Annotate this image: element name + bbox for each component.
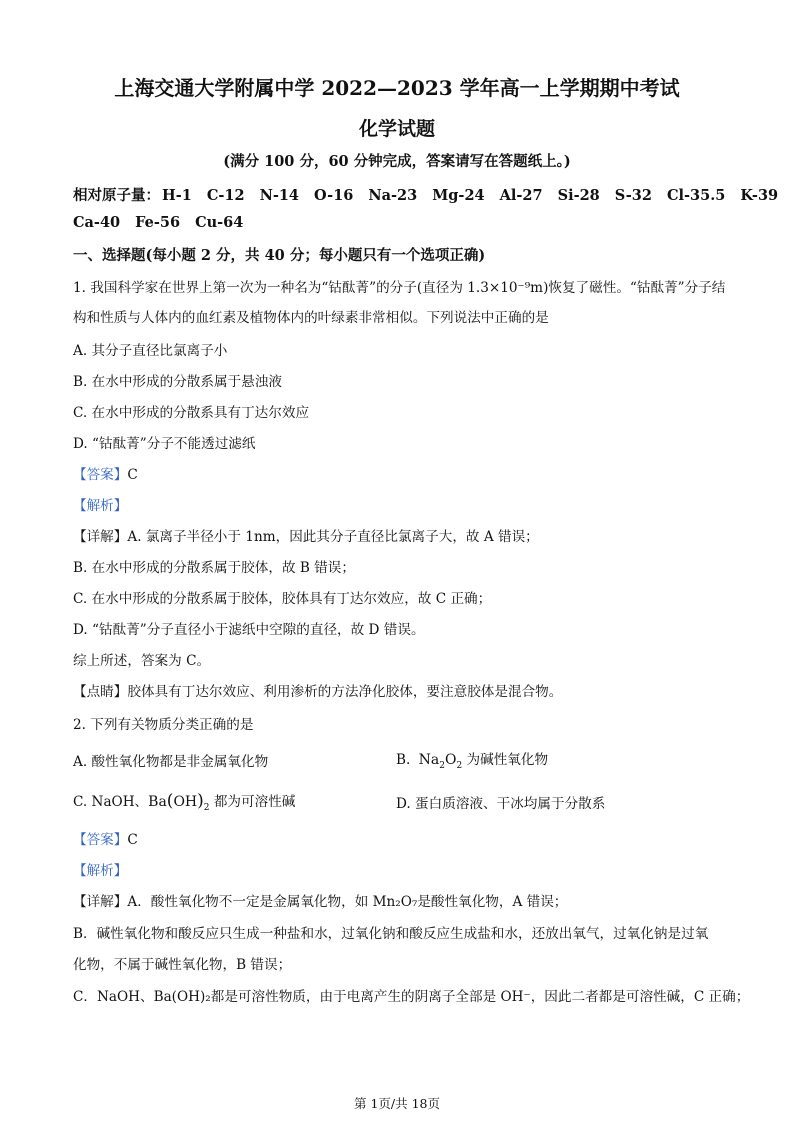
q2-answer: 【答案】C [73, 832, 138, 848]
q2-detail-b-line1: B．碱性氧化物和酸反应只生成一种盐和水，过氧化钠和酸反应生成盐和水，还放出氧气，过氧化钠是过氧 [73, 926, 709, 942]
subject-title: 化学试题 [358, 118, 435, 140]
q1-tip: 【点睛】胶体具有丁达尔效应、利用渗析的方法净化胶体，要注意胶体是混合物。 [73, 684, 563, 700]
q1-summary: 综上所述，答案为 C。 [73, 653, 211, 669]
q2-option-b: B. $Na_2O_2$ 为碱性氧化物 [396, 752, 549, 771]
q2-option-c: C. NaOH、$Ba(OH)_2$ 都为可溶性碱 [73, 791, 296, 813]
answer-tag: 【答案】 [73, 832, 128, 848]
q1-option-c: C. 在水中形成的分散系具有丁达尔效应 [73, 405, 310, 421]
q2-detail-c: C．NaOH、Ba(OH)₂都是可溶性物质，由于电离产生的阴离子全部是 OH⁻，因此二者都是可溶性碱，C 正确； [73, 989, 750, 1005]
q1-option-b: B. 在水中形成的分散系属于悬浊液 [73, 374, 282, 390]
q2-option-a: A. 酸性氧化物都是非金属氧化物 [73, 754, 269, 770]
q2-analysis-tag: 【解析】 [73, 863, 128, 879]
atomic-mass-label: 相对原子量： [73, 187, 160, 204]
answer-tag: 【答案】 [73, 467, 128, 483]
q2-detail-a: 【详解】A．酸性氧化物不一定是金属氧化物，如 Mn₂O₇是酸性氧化物，A 错误； [73, 894, 568, 910]
detail-tag: 【详解】 [73, 894, 128, 910]
formula-baoh2: $Ba(OH)_2$ [148, 791, 210, 813]
tip-tag: 【点睛】 [73, 684, 128, 700]
q1-analysis-tag: 【解析】 [73, 498, 128, 514]
exam-title: 上海交通大学附属中学 2022—2023 学年高一上学期期中考试 [114, 76, 680, 100]
exam-notice: (满分 100 分，60 分钟完成，答案请写在答题纸上。) [223, 153, 571, 170]
detail-tag: 【详解】 [73, 529, 128, 545]
q1-answer: 【答案】C [73, 467, 138, 483]
q1-option-a: A. 其分子直径比氯离子小 [73, 343, 228, 359]
atomic-mass-row1: 相对原子量： H-1 C-12 N-14 O-16 Na-23 Mg-24 Al-27 Si-28 S-32 Cl-35.5 K-39 [73, 184, 793, 205]
q1-detail-c: C. 在水中形成的分散系属于胶体，胶体具有丁达尔效应，故 C 正确； [73, 591, 492, 607]
q1-detail-a: 【详解】A. 氯离子半径小于 1nm，因此其分子直径比氯离子大，故 A 错误； [73, 529, 539, 545]
q2-option-d: D. 蛋白质溶液、干冰均属于分散系 [396, 796, 606, 812]
q1-stem-line1: 1. 我国科学家在世界上第一次为一种名为“钴酞菁”的分子(直径为 1.3×10⁻⁹m)恢复了磁性。“钴酞菁”分子结 [73, 280, 726, 296]
atomic-mass-row2: Ca-40 Fe-56 Cu-64 [73, 214, 244, 231]
q2-detail-b-line2: 化物，不属于碱性氧化物，B 错误； [73, 957, 292, 973]
formula-na2o2: $Na_2O_2$ [418, 752, 463, 771]
section-heading: 一、选择题(每小题 2 分，共 40 分；每小题只有一个选项正确) [73, 247, 486, 264]
page-number: 第 1页/共 18页 [353, 1096, 441, 1111]
q1-option-d: D. “钴酞菁”分子不能透过滤纸 [73, 436, 256, 452]
q1-detail-d: D. “钴酞菁”分子直径小于滤纸中空隙的直径，故 D 错误。 [73, 622, 425, 638]
q1-detail-b: B. 在水中形成的分散系属于胶体，故 B 错误； [73, 560, 355, 576]
q1-stem-line2: 构和性质与人体内的血红素及植物体内的叶绿素非常相似。下列说法中正确的是 [73, 310, 549, 326]
q2-stem: 2. 下列有关物质分类正确的是 [73, 717, 254, 733]
